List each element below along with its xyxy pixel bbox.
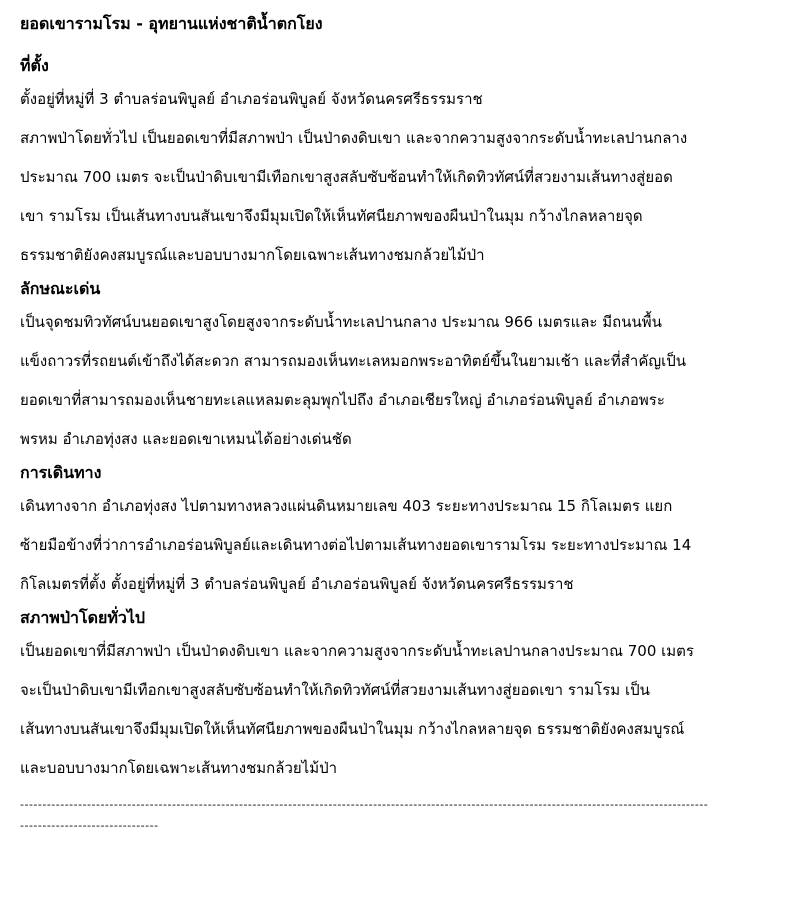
dashed-divider <box>20 794 784 836</box>
paragraph-line: เป็นยอดเขาที่มีสภาพป่า เป็นป่าดงดิบเขา และจากความสูงจากระดับน้ำทะเลปานกลางประมาณ 700 เมตร <box>20 642 694 660</box>
paragraph-line: ยอดเขาที่สามารถมองเห็นชายทะเลแหลมตะลุมพุกไปถึง อำเภอเชียรใหญ่ อำเภอร่อนพิบูลย์ อำเภอพระ <box>20 391 665 409</box>
paragraph-line: เดินทางจาก อำเภอทุ่งสง ไปตามทางหลวงแผ่นดินหมายเลข 403 ระยะทางประมาณ 15 กิโลเมตร แยก <box>20 497 673 515</box>
section-highlights <box>20 275 784 459</box>
paragraph-line: เขา รามโรม เป็นเส้นทางบนสันเขาจึงมีมุมเปิดให้เห็นทัศนียภาพของผืนป่าในมุม กว้างไกลหลายจุด <box>20 207 643 225</box>
paragraph-line: แข็งถาวรที่รถยนต์เข้าถึงได้สะดวก สามารถมองเห็นทะเลหมอกพระอาทิตย์ขึ้นในยามเช้า และที่สำคัญเป็น <box>20 352 687 370</box>
paragraph-line: เส้นทางบนสันเขาจึงมีมุมเปิดให้เห็นทัศนียภาพของผืนป่าในมุม กว้างไกลหลายจุด ธรรมชาติยังคงสมบูรณ์ <box>20 720 685 738</box>
section-heading-travel: การเดินทาง <box>20 463 102 482</box>
paragraph-line: ประมาณ 700 เมตร จะเป็นป่าดิบเขามีเทือกเขาสูงสลับซับซ้อนทำให้เกิดทิวทัศน์ที่สวยงามเส้นทางสู่ยอด <box>20 168 673 186</box>
section-travel <box>20 459 784 604</box>
paragraph-line: เป็นจุดชมทิวทัศน์บนยอดเขาสูงโดยสูงจากระดับน้ำทะเลปานกลาง ประมาณ 966 เมตรและ มีถนนพื้น <box>20 313 662 331</box>
paragraph-line: จะเป็นป่าดิบเขามีเทือกเขาสูงสลับซับซ้อนทำให้เกิดทิวทัศน์ที่สวยงามเส้นทางสู่ยอดเขา รามโรม เป็น <box>20 681 650 699</box>
page-title: ยอดเขารามโรม - อุทยานแห่งชาติน้ำตกโยง <box>20 14 323 33</box>
section-heading-location: ที่ตั้ง <box>20 56 49 75</box>
paragraph-line: พรหม อำเภอทุ่งสง และยอดเขาเหมนได้อย่างเด่นชัด <box>20 430 352 448</box>
section-location <box>20 52 784 275</box>
paragraph-line: ตั้งอยู่ที่หมู่ที่ 3 ตำบลร่อนพิบูลย์ อำเภอร่อนพิบูลย์ จังหวัดนครศรีธรรมราช <box>20 90 483 108</box>
paragraph-line: ซ้ายมือข้างที่ว่าการอำเภอร่อนพิบูลย์และเดินทางต่อไปตามเส้นทางยอดเขารามโรม ระยะทางประมาณ 14 <box>20 536 692 554</box>
paragraph-line: ธรรมชาติยังคงสมบูรณ์และบอบบางมากโดยเฉพาะเส้นทางชมกล้วยไม้ป่า <box>20 246 485 264</box>
paragraph-line: กิโลเมตรที่ตั้ง ตั้งอยู่ที่หมู่ที่ 3 ตำบลร่อนพิบูลย์ อำเภอร่อนพิบูลย์ จังหวัดนครศรีธรรมราช <box>20 575 574 593</box>
section-heading-highlights: ลักษณะเด่น <box>20 279 101 298</box>
dashed-divider-line: ---------------------------------------------------------------------------------------------------------------------------------------------------------- <box>20 798 709 811</box>
section-forest-condition <box>20 604 784 788</box>
dashed-divider-line: ------------------------------- <box>20 819 159 832</box>
paragraph-line: สภาพป่าโดยทั่วไป เป็นยอดเขาที่มีสภาพป่า เป็นป่าดงดิบเขา และจากความสูงจากระดับน้ำทะเลปานกลาง <box>20 129 688 147</box>
paragraph-line: และบอบบางมากโดยเฉพาะเส้นทางชมกล้วยไม้ป่า <box>20 759 338 777</box>
section-heading-forest-condition: สภาพป่าโดยทั่วไป <box>20 608 146 627</box>
